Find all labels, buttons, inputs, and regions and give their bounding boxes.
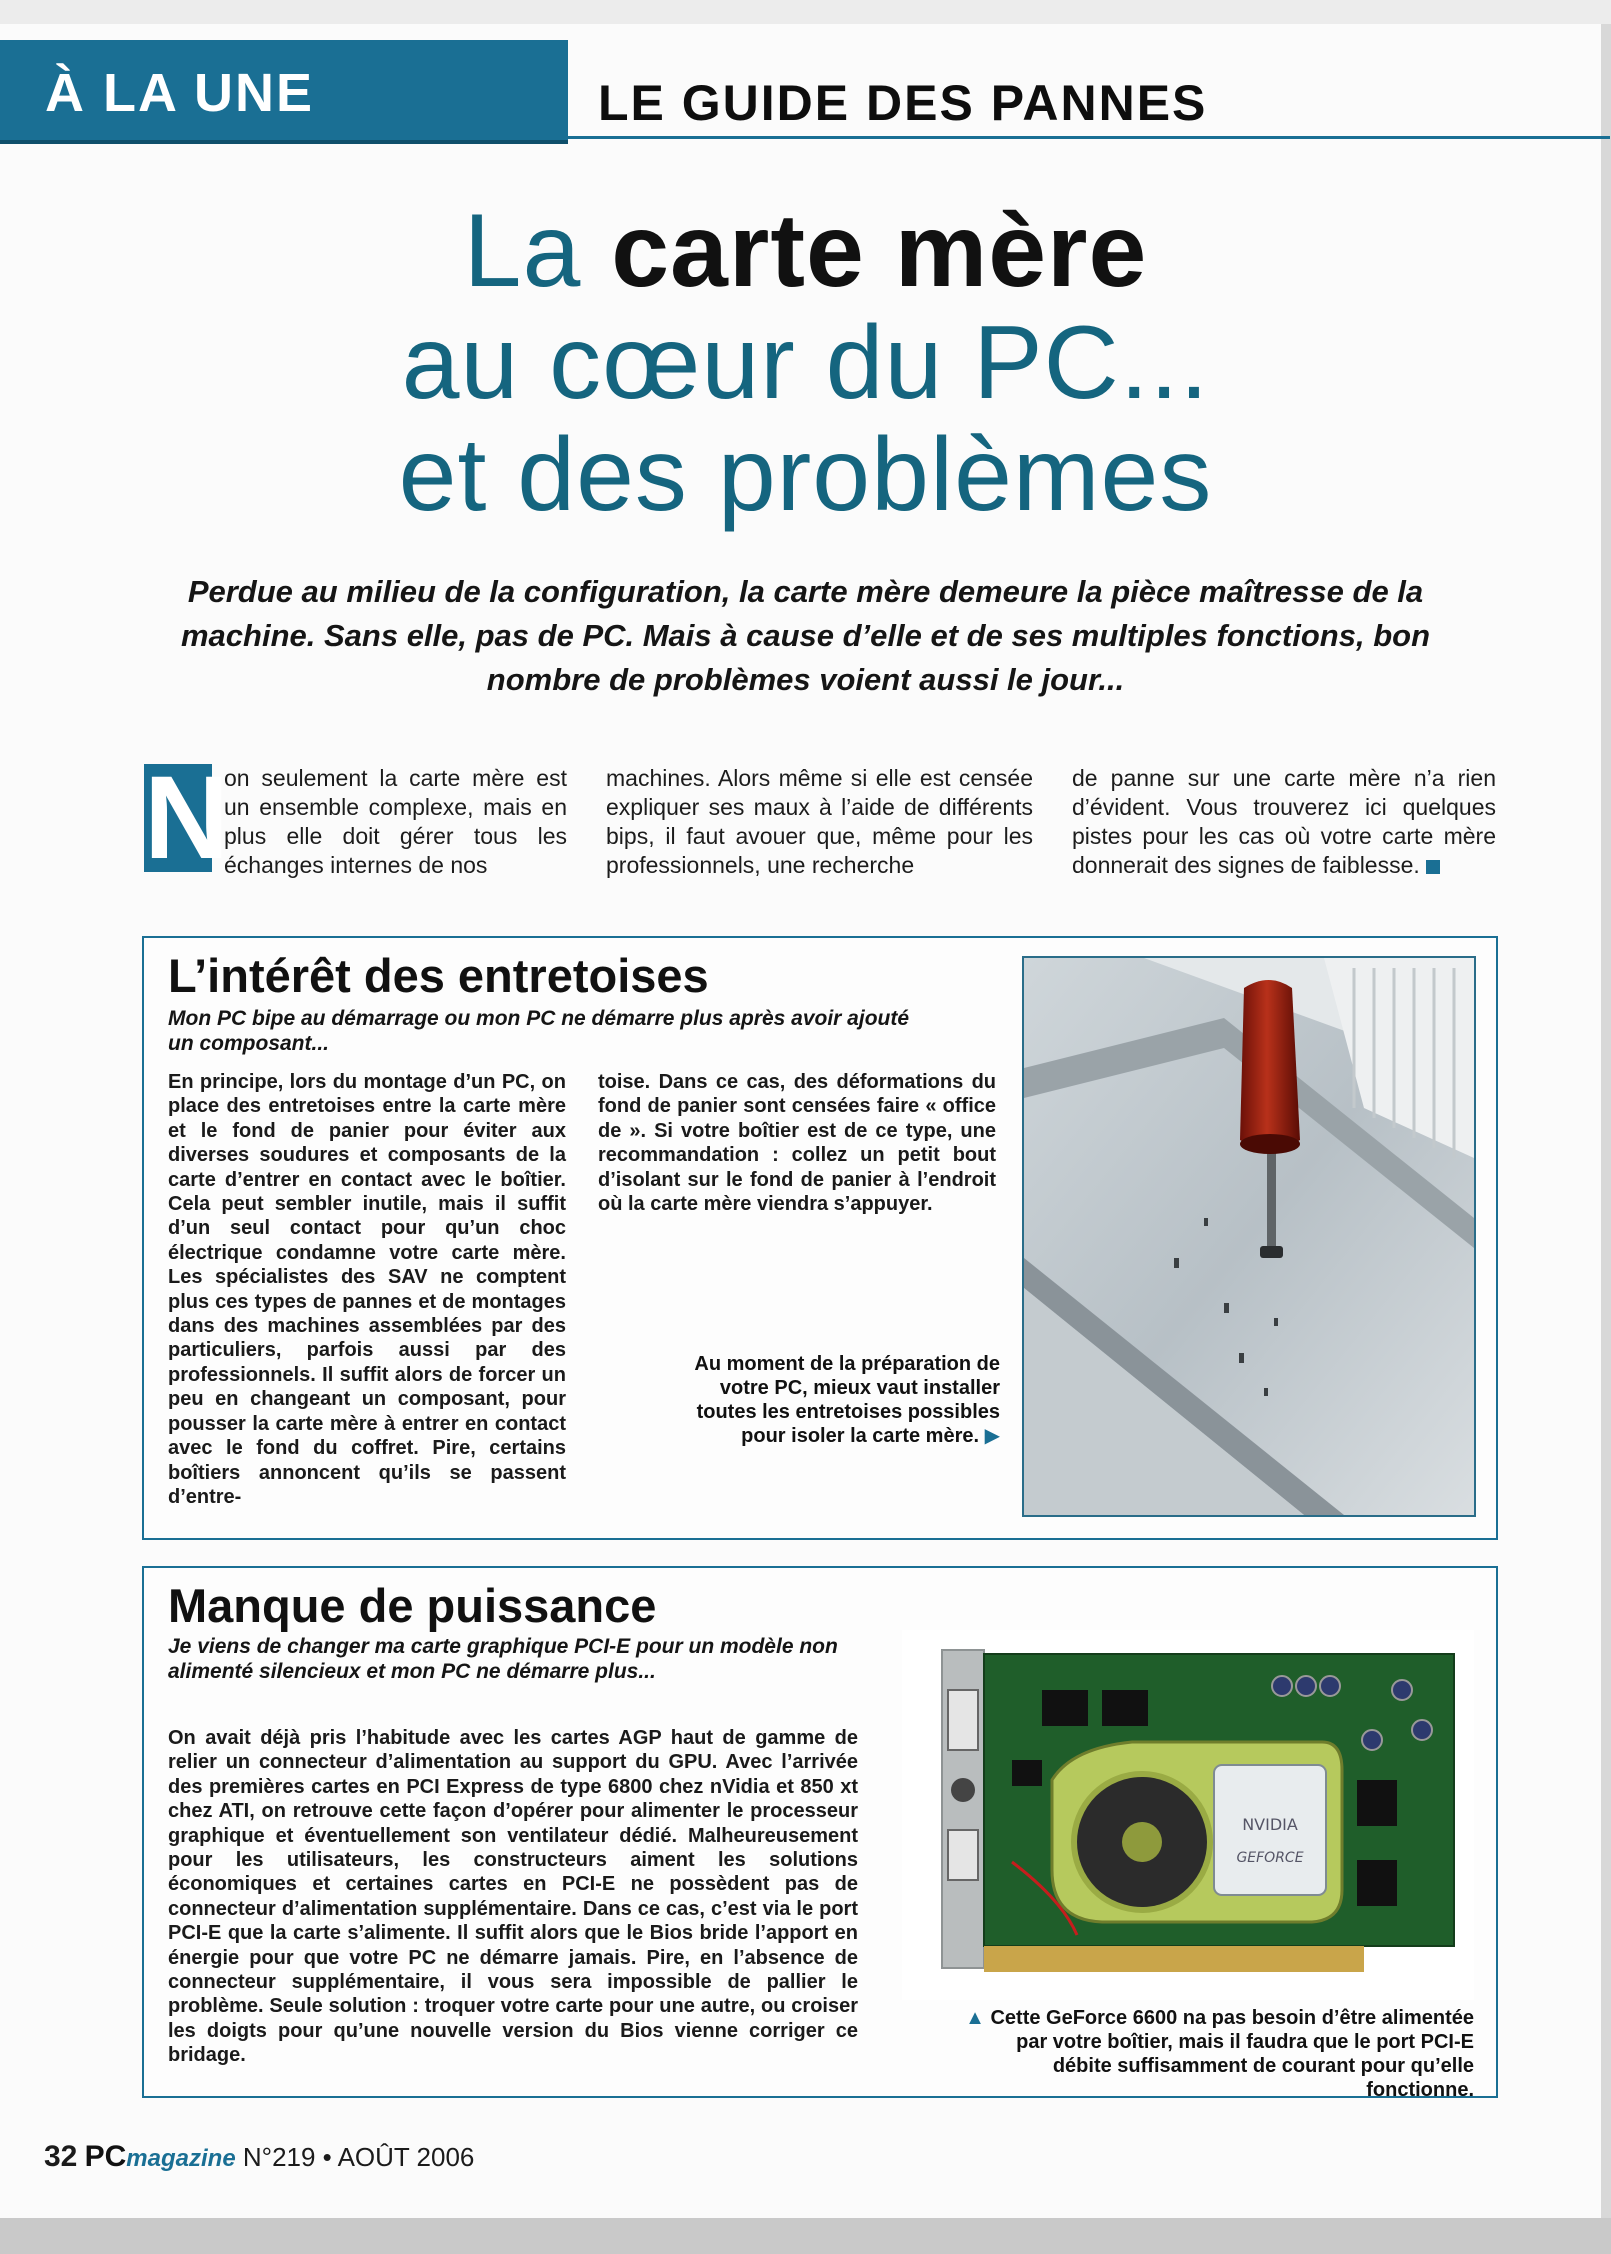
- intro-column-2: machines. Alors même si elle est censée expliquer ses maux à l’aide de différents bips, il faut avouer que, même pour les professionnels, une recherche: [606, 765, 1033, 878]
- magazine-logo-name: magazine: [126, 2145, 236, 2172]
- screwdriver-photo: [1022, 956, 1476, 1517]
- box-subtitle: Je viens de changer ma carte graphique PCI-E pour un modèle non alimenté silencieux et mon PC ne démarre plus...: [168, 1635, 838, 1683]
- photo-caption: [690, 1352, 1000, 1448]
- box-title: Manque de puissance: [168, 1579, 657, 1632]
- card-logo-text: GEFORCE: [1236, 1850, 1304, 1866]
- sidebar-box-entretoises: [142, 936, 1498, 1540]
- headline-line-1: [0, 195, 1611, 307]
- box-title: L’intérêt des entretoises: [168, 949, 709, 1002]
- header-rule: [568, 136, 1610, 139]
- lead-paragraph: Perdue au milieu de la configuration, la carte mère demeure la pièce maîtresse de la machine. Sans elle, pas de PC. Mais à cause d’elle et de ses multiples fonctions, bon nombre de problèmes voient aussi le jour...: [180, 574, 1431, 697]
- intro-column-3: [1072, 764, 1496, 880]
- sidebar-box-puissance: [142, 1566, 1498, 2101]
- drop-cap: N: [144, 752, 230, 884]
- magazine-logo-pc: PC: [84, 2140, 127, 2173]
- end-mark-icon: [1426, 860, 1440, 874]
- headline-bold: carte mère: [611, 193, 1148, 309]
- box-column-2: toise. Dans ce cas, des déformations du fond de panier sont censées faire « office de ». Si votre boîtier est de ce type, une recommandation : collez un petit bout d’isolant sur le fond de panier à l’endroit où la carte mère viendra s’appuyer.: [598, 1071, 996, 1216]
- arrow-right-icon: ▶: [984, 1425, 1000, 1447]
- issue-info: N°219 • AOÛT 2006: [242, 2142, 475, 2172]
- section-title: LE GUIDE DES PANNES: [598, 75, 1208, 131]
- photo-caption-text: Au moment de la préparation de votre PC, mieux vaut installer toutes les entretoises possibles pour isoler la carte mère.: [694, 1353, 1000, 1447]
- page-footer: [44, 2140, 474, 2174]
- rubric-band: [0, 40, 568, 144]
- headline-line-3: et des problèmes: [398, 417, 1213, 533]
- page-number: 32: [44, 2140, 78, 2173]
- headline-light: La: [463, 193, 582, 309]
- scan-bottom-strip: [0, 2218, 1611, 2254]
- box-body: On avait déjà pris l’habitude avec les cartes AGP haut de gamme de relier un connecteur d’alimentation au support du GPU. Avec l’arrivée des premières cartes en PCI Express de type 6800 chez nVidia et 850 xt chez ATI, on retrouve cette façon d’opérer pour alimenter le processeur graphique et éventuellement son ventilateur dédié. Malheureusement pour les utilisateurs, les constructeurs aiment les solutions économiques et certaines cartes en PCI-E ne possèdent pas de connecteur d’alimentation supplémentaire. Dans ce cas, c’est via le port PCI-E que la carte s’alimente. Il suffit alors que le Bios bride l’apport en énergie pour que votre PC ne démarre jamais. Pire, en l’absence de connecteur supplémentaire, il vous sera impossible de pallier le problème. Seule solution : troquer votre carte pour une autre, ou croiser les doigts pour qu’une nouvelle version du Bios vienne corriger ce bridage.: [168, 1727, 858, 2067]
- intro-column-3-text: de panne sur une carte mère n’a rien d’évident. Vous trouverez ici quelques pistes pour les cas où votre carte mère donnerait des signes de faiblesse.: [1072, 765, 1496, 878]
- card-brand-text: NVIDIA: [1242, 1815, 1298, 1834]
- photo-caption: [952, 2006, 1474, 2102]
- main-headline: [0, 195, 1611, 531]
- box-column-1: En principe, lors du montage d’un PC, on place des entretoises entre la carte mère et le fond de panier pour éviter aux diverses soudures et composants de la carte d’entrer en contact avec le boîtier. Cela peut sembler inutile, mais il suffit d’un seul contact pour qu’un choc électrique condamne votre carte mère. Les spécialistes des SAV ne comptent plus ces types de pannes et de montages dans des machines assemblées par des particuliers, parfois aussi par des professionnels. Il suffit alors de forcer un peu en changeant un composant, pour pousser la carte mère à entrer en contact avec le fond du coffret. Pire, certains boîtiers annoncent qu’ils se passent d’entre-: [168, 1071, 566, 1508]
- rubric-label: À LA UNE: [45, 63, 314, 123]
- box-subtitle: Mon PC bipe au démarrage ou mon PC ne démarre plus après avoir ajouté un composant...: [168, 1007, 910, 1055]
- triangle-up-icon: ▲: [965, 2007, 985, 2029]
- photo-caption-text: Cette GeForce 6600 na pas besoin d’être alimentée par votre boîtier, mais il faudra que le port PCI-E débite suffisamment de courant pour qu’elle fonctionne.: [990, 2007, 1474, 2101]
- intro-column-1: on seulement la carte mère est un ensemble complexe, mais en plus elle doit gérer tous les échanges internes de nos: [224, 765, 567, 878]
- headline-line-2: au cœur du PC...: [401, 305, 1210, 421]
- graphics-card-photo: [902, 1630, 1474, 2000]
